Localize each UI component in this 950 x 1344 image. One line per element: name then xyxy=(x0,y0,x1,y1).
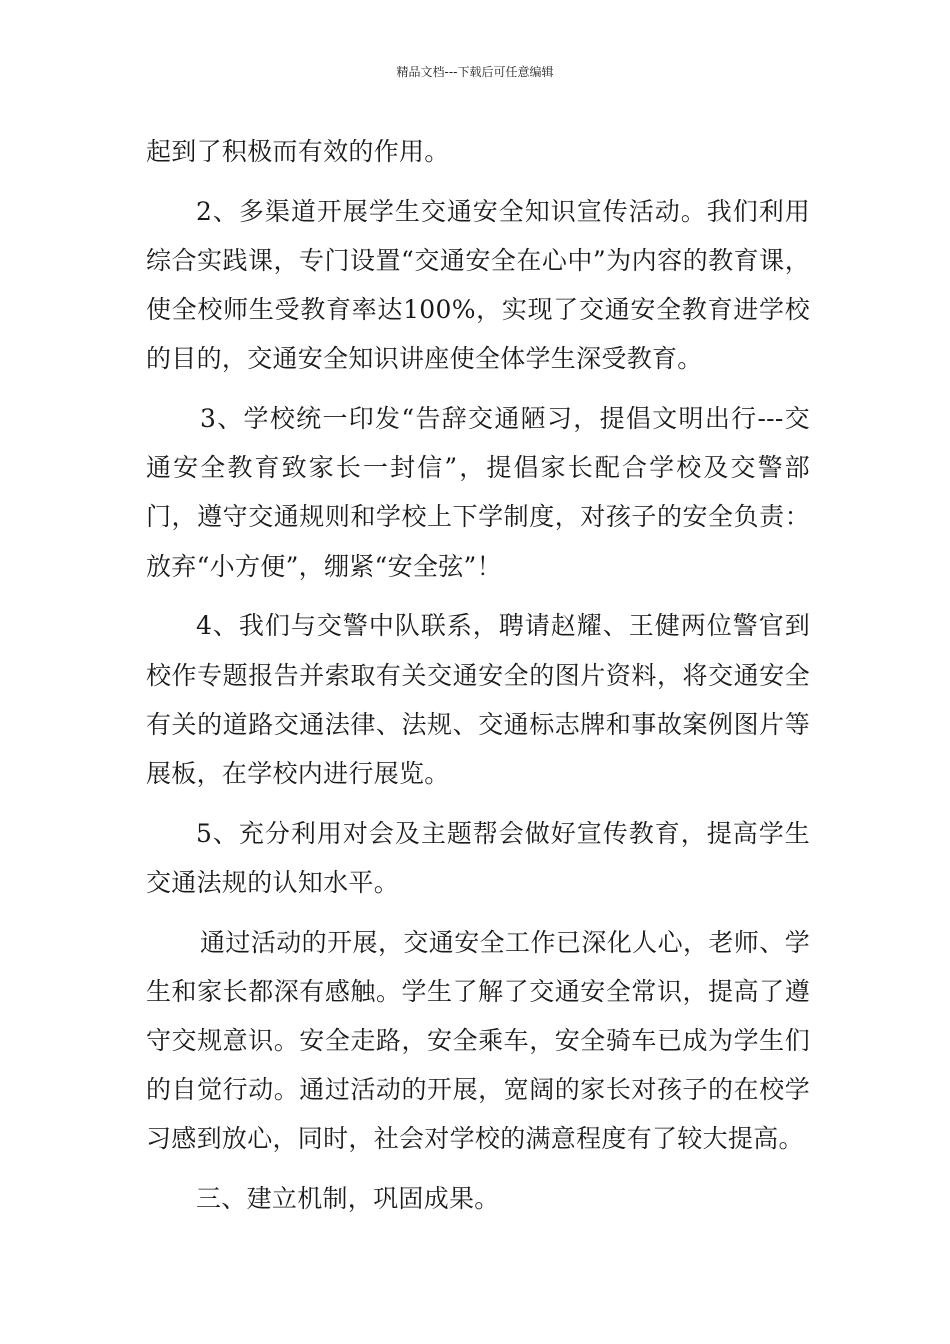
paragraph-continuation: 起到了积极而有效的作用。 xyxy=(146,137,450,166)
section-heading-3: 三、建立机制，巩固成果。 xyxy=(196,1184,500,1214)
paragraph-item-3: 3、学校统一印发“告辞交通陋习，提倡文明出行---交通安全教育致家长一封信”，提倡家长配合学校及交警部门，遵守交通规则和学校上下学制度，对孩子的安全负责：放弃“小方便”，绷紧“安全弦”！ xyxy=(146,404,810,581)
paragraph-item-4: 4、我们与交警中队联系，聘请赵耀、王健两位警官到校作专题报告并索取有关交通安全的图片资料，将交通安全有关的道路交通法律、法规、交通标志牌和事故案例图片等展板，在学校内进行展览。 xyxy=(146,611,810,788)
paragraph-summary: 通过活动的开展，交通安全工作已深化人心，老师、学生和家长都深有感触。学生了解了交通安全常识，提高了遵守交规意识。安全走路，安全乘车，安全骑车已成为学生们的自觉行动。通过活动的开展，宽阔的家长对孩子的在校学习感到放心，同时，社会对学校的满意程度有了较大提高。 xyxy=(146,927,810,1154)
paragraph-item-5: 5、充分利用对会及主题帮会做好宣传教育，提高学生交通法规的认知水平。 xyxy=(146,818,810,897)
document-body xyxy=(146,127,810,1223)
paragraph-item-2: 2、多渠道开展学生交通安全知识宣传活动。我们利用综合实践课，专门设置“交通安全在心中”为内容的教育课，使全校师生受教育率达100%，实现了交通安全教育进学校的目的，交通安全知识讲座使全体学生深受教育。 xyxy=(146,196,810,374)
page-header-watermark: 精品文档---下载后可任意编辑 xyxy=(396,65,554,79)
